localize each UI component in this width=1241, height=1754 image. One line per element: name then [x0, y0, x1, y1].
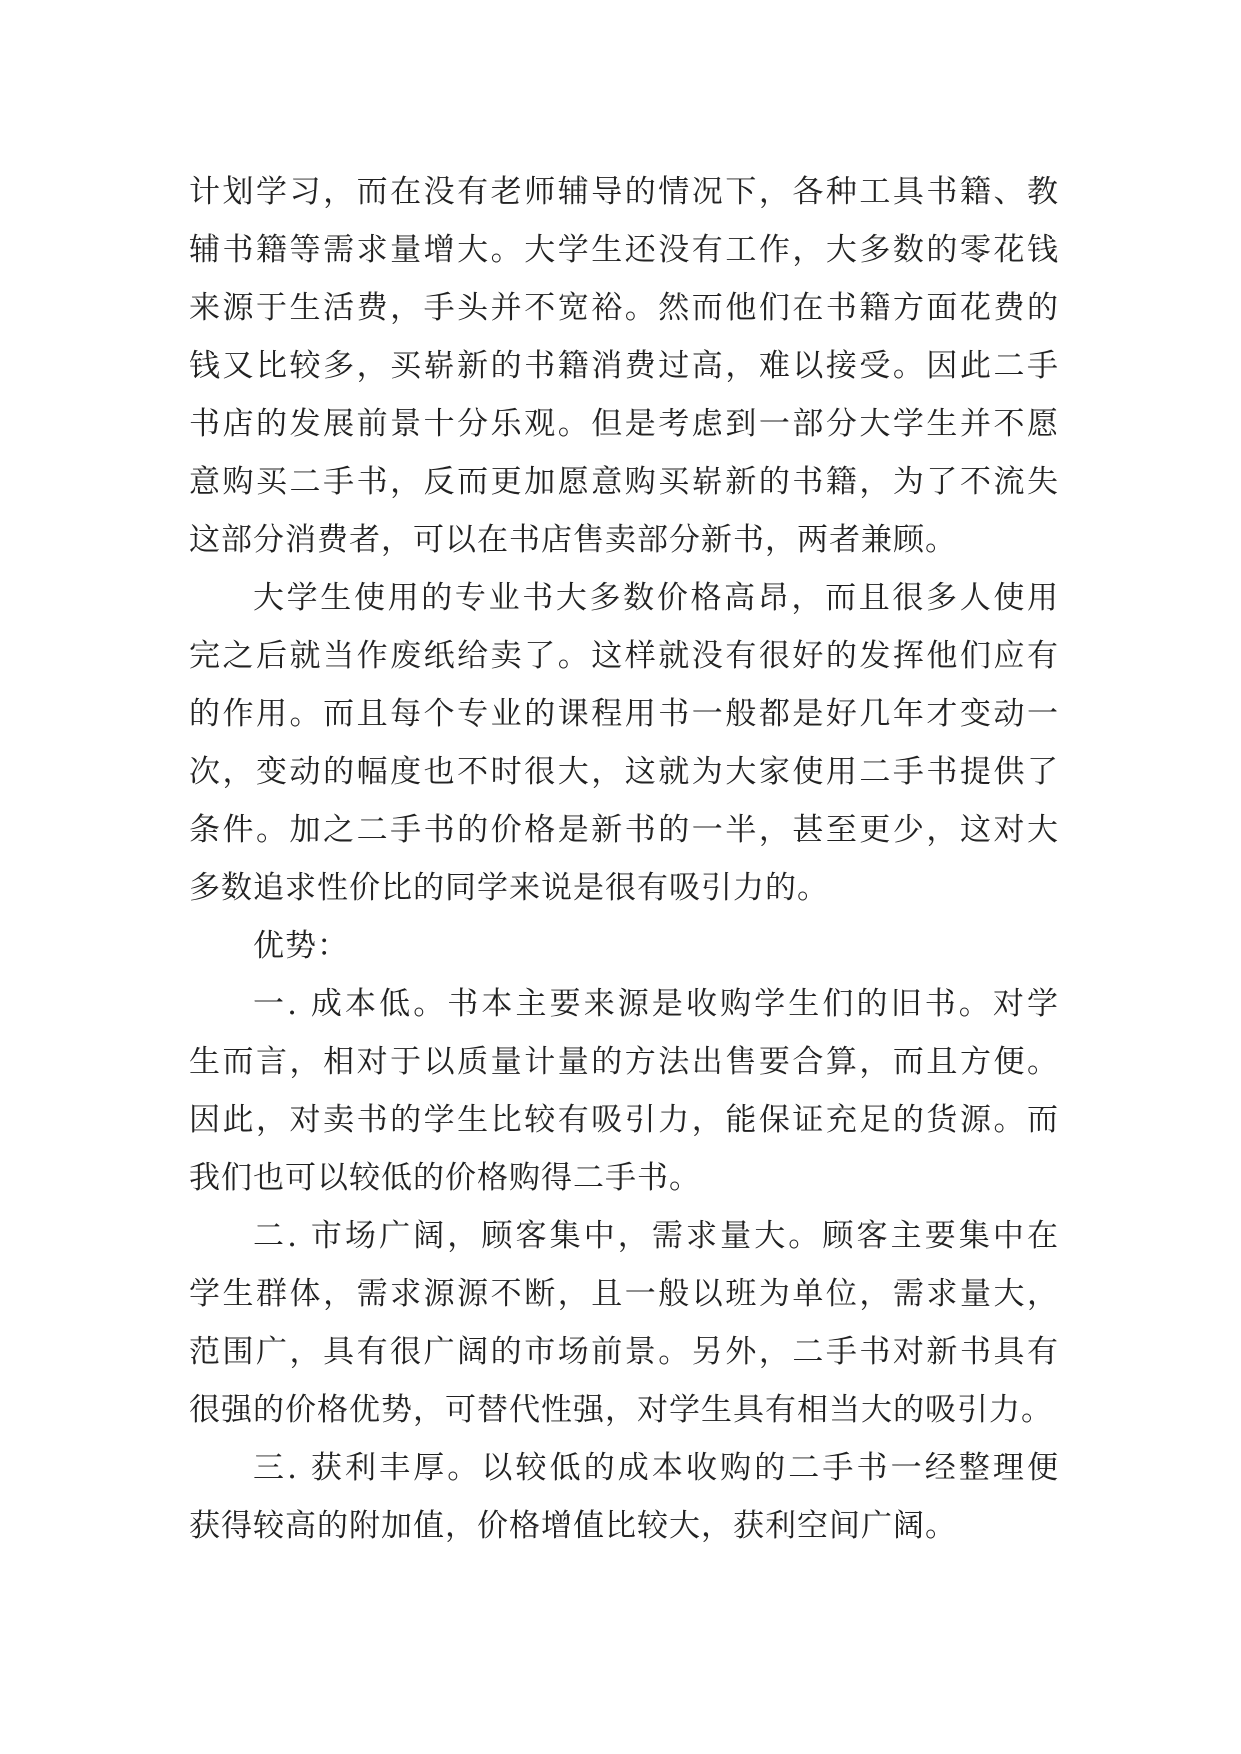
- text-line: 一. 成本低。书本主要来源是收购学生们的旧书。对学: [253, 986, 1059, 1022]
- text-line: 很强的价格优势，可替代性强，对学生具有相当大的吸引力。: [189, 1392, 1053, 1428]
- text-line: 意购买二手书，反而更加愿意购买崭新的书籍，为了不流失: [189, 464, 1059, 500]
- text-line: 我们也可以较低的价格购得二手书。: [189, 1160, 701, 1196]
- text-line: 大学生使用的专业书大多数价格高昂，而且很多人使用: [253, 580, 1059, 616]
- text-line: 因此，对卖书的学生比较有吸引力，能保证充足的货源。而: [189, 1102, 1059, 1138]
- text-line: 完之后就当作废纸给卖了。这样就没有很好的发挥他们应有: [189, 638, 1059, 674]
- text-line: 多数追求性价比的同学来说是很有吸引力的。: [189, 870, 829, 906]
- text-line: 范围广，具有很广阔的市场前景。另外，二手书对新书具有: [189, 1334, 1059, 1370]
- text-line: 生而言，相对于以质量计量的方法出售要合算，而且方便。: [189, 1044, 1059, 1080]
- text-line: 学生群体，需求源源不断，且一般以班为单位，需求量大，: [189, 1276, 1059, 1312]
- text-line: 辅书籍等需求量增大。大学生还没有工作，大多数的零花钱: [189, 232, 1059, 268]
- text-line: 来源于生活费，手头并不宽裕。然而他们在书籍方面花费的: [189, 290, 1059, 326]
- paragraph: [189, 975, 1059, 1207]
- text-line: 次，变动的幅度也不时很大，这就为大家使用二手书提供了: [189, 754, 1059, 790]
- text-line: 三. 获利丰厚。以较低的成本收购的二手书一经整理便: [253, 1450, 1059, 1486]
- text-line: 计划学习，而在没有老师辅导的情况下，各种工具书籍、教: [189, 174, 1059, 210]
- text-line: 二. 市场广阔，顾客集中，需求量大。顾客主要集中在: [253, 1218, 1059, 1254]
- text-line: 的作用。而且每个专业的课程用书一般都是好几年才变动一: [189, 696, 1059, 732]
- paragraph: [189, 163, 1059, 569]
- paragraph: [189, 1439, 1059, 1555]
- text-line: 钱又比较多，买崭新的书籍消费过高，难以接受。因此二手: [189, 348, 1059, 384]
- text-line: 这部分消费者，可以在书店售卖部分新书，两者兼顾。: [189, 522, 957, 558]
- text-line: 书店的发展前景十分乐观。但是考虑到一部分大学生并不愿: [189, 406, 1059, 442]
- paragraph: [189, 1207, 1059, 1439]
- text-line: 优势：: [253, 928, 349, 964]
- paragraph: [189, 569, 1059, 917]
- text-line: 获得较高的附加值，价格增值比较大，获利空间广阔。: [189, 1508, 957, 1544]
- document-body: [189, 163, 1059, 1555]
- paragraph: [189, 917, 1059, 975]
- text-line: 条件。加之二手书的价格是新书的一半，甚至更少，这对大: [189, 812, 1059, 848]
